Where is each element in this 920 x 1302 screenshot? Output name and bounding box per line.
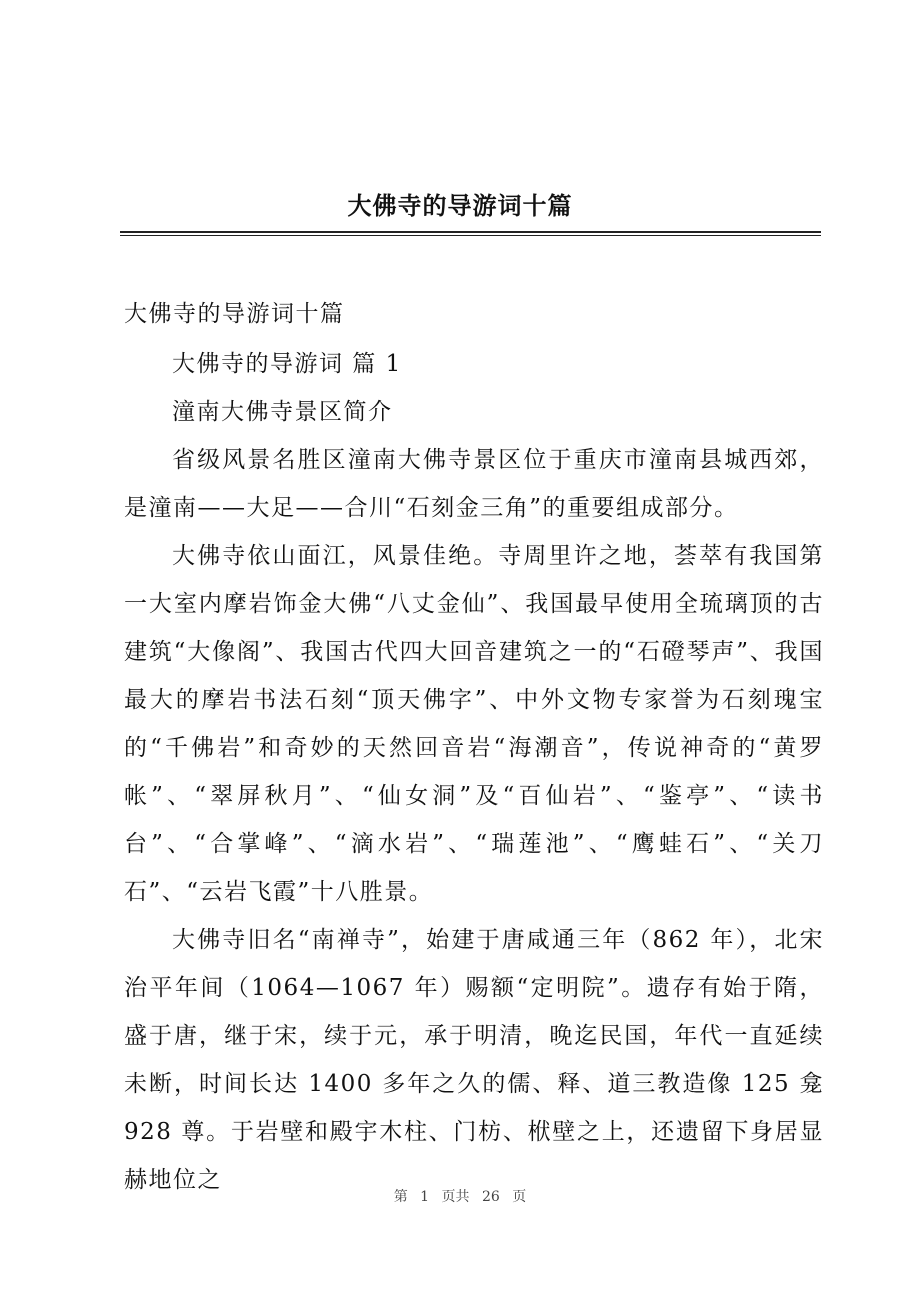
page-footer: 第 1 页共 26 页 (393, 1189, 527, 1205)
title-underline-thick (120, 231, 821, 233)
document-body (124, 290, 824, 1204)
document-title: 大佛寺的导游词十篇 (347, 191, 573, 220)
content-heading: 大佛寺的导游词十篇 (124, 301, 345, 327)
section-title: 潼南大佛寺景区简介 (172, 399, 393, 425)
content-subheading: 大佛寺的导游词 篇 1 (172, 351, 402, 377)
paragraph: 大佛寺旧名“南禅寺”，始建于唐咸通三年（862 年），北宋治平年间（1064—1067 年）赐额“定明院”。遗存有始于隋，盛于唐，继于宋，续于元，承于明清，晚迄民国，年代一直延续未断，时间长达 1400 多年之久的儒、释、道三教造像 125 龛 928 尊。于岩壁和殿宇木柱、门枋、栿壁之上，还遗留下身居显赫地位之 (124, 927, 824, 1193)
title-underline-thin (120, 235, 821, 236)
paragraph: 大佛寺依山面江，风景佳绝。寺周里许之地，荟萃有我国第一大室内摩岩饰金大佛“八丈金仙”、我国最早使用全琉璃顶的古建筑“大像阁”、我国古代四大回音建筑之一的“石磴琴声”、我国最大的摩岩书法石刻“顶天佛字”、中外文物专家誉为石刻瑰宝的“千佛岩”和奇妙的天然回音岩“海潮音”，传说神奇的“黄罗帐”、“翠屏秋月”、“仙女洞”及“百仙岩”、“鉴亭”、“读书台”、“合掌峰”、“滴水岩”、“瑞莲池”、“鹰蛙石”、“关刀石”、“云岩飞霞”十八胜景。 (124, 543, 824, 905)
paragraph: 省级风景名胜区潼南大佛寺景区位于重庆市潼南县城西郊，是潼南——大足——合川“石刻金三角”的重要组成部分。 (124, 447, 824, 521)
